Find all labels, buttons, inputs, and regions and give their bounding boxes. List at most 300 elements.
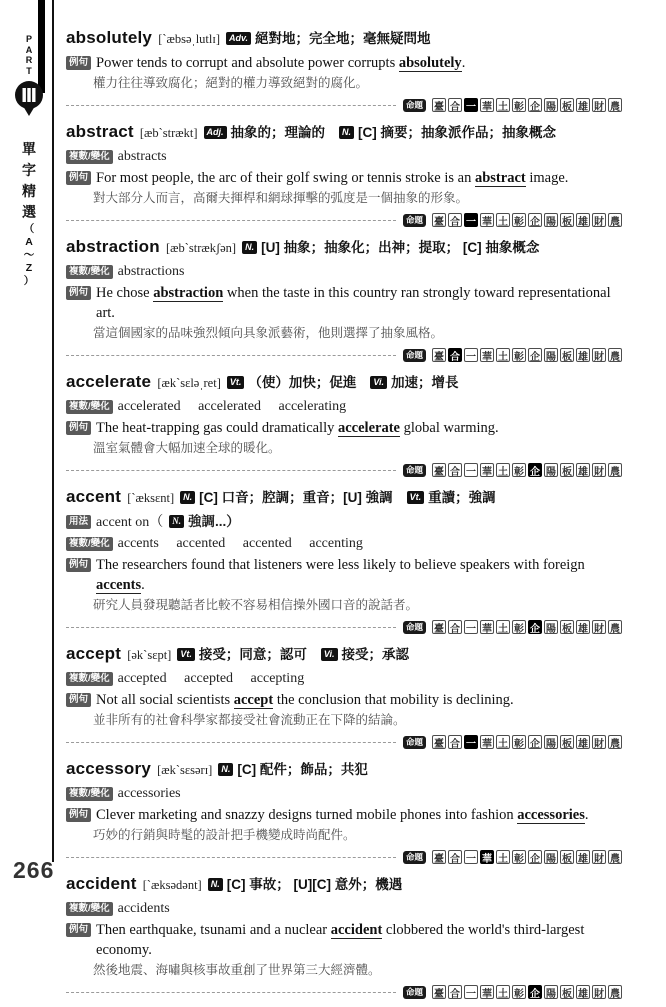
- exam-tag-雄: 雄: [576, 348, 590, 362]
- forms-text: abstractions: [117, 264, 185, 279]
- dictionary-entry: [66, 370, 622, 480]
- senses: [174, 489, 496, 506]
- exam-tag-合: 合: [448, 620, 462, 634]
- example-before: He chose: [96, 285, 154, 301]
- definition: [C] 口音；腔調；重音；[U] 強調: [199, 490, 393, 505]
- pos-badge: Vt.: [177, 648, 195, 661]
- exam-tag-合: 合: [448, 850, 462, 864]
- example-line: [66, 283, 622, 323]
- exam-tag-一: 一: [464, 985, 478, 999]
- exam-tag-雄: 雄: [576, 985, 590, 999]
- headline: [66, 370, 622, 395]
- exam-tag-臺: 臺: [432, 735, 446, 749]
- senses: [202, 876, 402, 893]
- part-letter: R: [25, 55, 33, 65]
- sense: [401, 489, 496, 506]
- sense: [221, 374, 357, 391]
- headline: [66, 757, 622, 782]
- exam-tag-合: 合: [448, 348, 462, 362]
- exam-tag-一: 一: [464, 213, 478, 227]
- exam-tag-boxes: [432, 620, 622, 634]
- exam-tag-boxes: [432, 985, 622, 999]
- exam-tag-農: 農: [608, 735, 622, 749]
- exam-tag-板: 板: [560, 985, 574, 999]
- usage-text: [96, 512, 240, 533]
- example-line: [66, 555, 622, 595]
- headline: [66, 120, 622, 145]
- exam-tag-土: 土: [496, 463, 510, 477]
- example-sentence: [96, 805, 622, 825]
- dictionary-entry: [66, 872, 622, 1002]
- sense: [171, 646, 307, 663]
- exam-tag-合: 合: [448, 98, 462, 112]
- exam-tag-雄: 雄: [576, 213, 590, 227]
- section-title-vertical: [22, 139, 36, 288]
- exam-tag-板: 板: [560, 620, 574, 634]
- sense: [220, 30, 431, 47]
- exam-tag-華: 華: [480, 463, 494, 477]
- exam-tag-臺: 臺: [432, 985, 446, 999]
- exam-tag-農: 農: [608, 620, 622, 634]
- example-label: 例句: [66, 923, 91, 937]
- exam-tag-土: 土: [496, 213, 510, 227]
- example-translation: 當這個國家的品味強烈傾向具象派藝術，他則選擇了抽象風格。: [93, 326, 444, 340]
- pos-badge: N.: [180, 491, 195, 504]
- exam-tag-華: 華: [480, 850, 494, 864]
- headword: accelerate: [66, 372, 152, 391]
- example-line: [66, 168, 622, 188]
- example-label: 例句: [66, 421, 91, 435]
- range-char: ～: [23, 249, 35, 261]
- example-label: 例句: [66, 558, 91, 572]
- forms-text: abstracts: [117, 149, 167, 164]
- exam-tag-企: 企: [528, 735, 542, 749]
- exam-tag-彰: 彰: [512, 213, 526, 227]
- forms-label: 複數/變化: [66, 902, 113, 916]
- exam-tags-label: 命題: [403, 621, 426, 634]
- dashed-separator: [66, 355, 396, 356]
- title-char: 精: [22, 183, 36, 199]
- exam-tag-臺: 臺: [432, 850, 446, 864]
- exam-tag-彰: 彰: [512, 620, 526, 634]
- phonetic: [ækˋsɛsərɪ]: [153, 763, 213, 777]
- exam-tag-一: 一: [464, 98, 478, 112]
- part-letter: A: [25, 44, 33, 55]
- headword: abstract: [66, 122, 134, 141]
- example-sentence: [96, 53, 622, 73]
- exam-tag-彰: 彰: [512, 98, 526, 112]
- example-translation: 巧妙的行銷與時髦的設計把手機變成時尚配件。: [93, 828, 356, 842]
- definition: 加速；增長: [391, 375, 459, 390]
- dashed-separator: [66, 857, 396, 858]
- headline: [66, 235, 622, 260]
- exam-tag-陽: 陽: [544, 620, 558, 634]
- example-line: [66, 53, 622, 73]
- pos-badge: Vi.: [321, 648, 338, 661]
- exam-tag-雄: 雄: [576, 463, 590, 477]
- exam-tag-板: 板: [560, 98, 574, 112]
- example-sentence: [96, 690, 622, 710]
- exam-tag-農: 農: [608, 213, 622, 227]
- exam-tag-財: 財: [592, 463, 606, 477]
- exam-tag-一: 一: [464, 620, 478, 634]
- exam-tag-華: 華: [480, 98, 494, 112]
- exam-tag-臺: 臺: [432, 98, 446, 112]
- exam-tag-彰: 彰: [512, 850, 526, 864]
- example-before: The researchers found that listeners were less likely to believe speakers with foreign: [96, 557, 585, 573]
- forms-label: 複數/變化: [66, 400, 113, 414]
- exam-tag-土: 土: [496, 98, 510, 112]
- sense: [236, 239, 539, 256]
- exam-tag-一: 一: [464, 463, 478, 477]
- exam-tag-陽: 陽: [544, 850, 558, 864]
- dictionary-entry: [66, 642, 622, 752]
- example-before: The heat-trapping gas could dramatically: [96, 420, 338, 436]
- headword: absolutely: [66, 28, 153, 47]
- example-after: .: [461, 55, 466, 71]
- forms-label: 複數/變化: [66, 265, 113, 279]
- exam-tags-label: 命題: [403, 214, 426, 227]
- exam-tag-臺: 臺: [432, 213, 446, 227]
- example-after: the conclusion that mobility is declining.: [273, 692, 514, 708]
- example-before: Not all social scientists: [96, 692, 234, 708]
- example-before: For most people, the arc of their golf swing or tennis stroke is an: [96, 170, 475, 186]
- exam-tag-華: 華: [480, 735, 494, 749]
- example-keyword: accident: [330, 922, 383, 938]
- dashed-separator: [66, 105, 396, 106]
- exam-tag-財: 財: [592, 985, 606, 999]
- exam-tags-label: 命題: [403, 99, 426, 112]
- pos-badge: N.: [208, 878, 223, 891]
- dashed-separator: [66, 470, 396, 471]
- definition: 抽象的；理論的: [230, 125, 326, 140]
- exam-tag-板: 板: [560, 735, 574, 749]
- exam-tag-農: 農: [608, 98, 622, 112]
- title-char: 字: [22, 162, 36, 178]
- pos-badge: Adv.: [226, 32, 251, 45]
- example-keyword: accelerate: [338, 420, 400, 436]
- phonetic: [ˋæksɛnt]: [124, 491, 175, 505]
- definition: [U] 抽象；抽象化；出神；提取； [C] 抽象概念: [261, 240, 540, 255]
- dictionary-entry: [66, 120, 622, 230]
- senses: [221, 374, 459, 391]
- example-keyword: abstract: [474, 170, 526, 186]
- exam-tag-陽: 陽: [544, 213, 558, 227]
- headline: [66, 485, 622, 510]
- example-label: 例句: [66, 693, 91, 707]
- forms-line: [66, 262, 622, 282]
- exam-tag-boxes: [432, 213, 622, 227]
- exam-tag-企: 企: [528, 850, 542, 864]
- part-letter: P: [25, 34, 32, 44]
- exam-tag-板: 板: [560, 213, 574, 227]
- pos-badge: N.: [339, 126, 354, 139]
- exam-tag-合: 合: [448, 213, 462, 227]
- forms-text: accepted accepted accepting: [117, 671, 305, 686]
- exam-tag-合: 合: [448, 463, 462, 477]
- pos-badge: N.: [242, 241, 257, 254]
- example-after: .: [584, 807, 589, 823]
- exam-tag-華: 華: [480, 985, 494, 999]
- headword: accept: [66, 644, 122, 663]
- exam-tag-row: [66, 847, 622, 867]
- exam-tag-彰: 彰: [512, 463, 526, 477]
- exam-tag-臺: 臺: [432, 620, 446, 634]
- sidebar: [8, 34, 50, 288]
- usage-post: 強調...）: [188, 514, 240, 529]
- forms-text: accidents: [117, 901, 170, 916]
- example-keyword: accessories: [517, 807, 585, 823]
- exam-tag-陽: 陽: [544, 98, 558, 112]
- example-after: .: [141, 577, 145, 593]
- example-sentence: [96, 283, 622, 323]
- forms-line: [66, 534, 622, 554]
- exam-tag-企: 企: [528, 98, 542, 112]
- exam-tag-陽: 陽: [544, 985, 558, 999]
- definition: （使）加快；促進: [248, 375, 357, 390]
- forms-text: accents accented accented accenting: [117, 536, 363, 551]
- exam-tag-農: 農: [608, 463, 622, 477]
- example-after: image.: [525, 170, 569, 186]
- example-translation: 權力往往導致腐化；絕對的權力導致絕對的腐化。: [93, 76, 369, 90]
- exam-tag-陽: 陽: [544, 348, 558, 362]
- exam-tag-row: [66, 210, 622, 230]
- pos-badge: N.: [218, 763, 233, 776]
- exam-tag-row: [66, 460, 622, 480]
- exam-tag-農: 農: [608, 348, 622, 362]
- pos-badge: N.: [169, 515, 184, 528]
- exam-tag-土: 土: [496, 620, 510, 634]
- exam-tags-label: 命題: [403, 986, 426, 999]
- sense: [212, 761, 368, 778]
- range-char: Z: [25, 262, 33, 274]
- forms-label: 複數/變化: [66, 672, 113, 686]
- dashed-separator: [66, 742, 396, 743]
- exam-tag-彰: 彰: [512, 985, 526, 999]
- exam-tag-雄: 雄: [576, 98, 590, 112]
- forms-label: 複數/變化: [66, 537, 113, 551]
- exam-tag-華: 華: [480, 213, 494, 227]
- pos-badge: Vt.: [227, 376, 245, 389]
- exam-tags-label: 命題: [403, 736, 426, 749]
- exam-tag-土: 土: [496, 348, 510, 362]
- senses: [236, 239, 539, 256]
- example-translation: 並非所有的社會科學家都接受社會流動正在下降的結論。: [93, 713, 406, 727]
- exam-tag-華: 華: [480, 348, 494, 362]
- forms-text: accelerated accelerated accelerating: [117, 399, 347, 414]
- example-line: [66, 805, 622, 825]
- example-line: [66, 690, 622, 710]
- forms-line: [66, 669, 622, 689]
- headword: abstraction: [66, 237, 160, 256]
- part-pin-icon: [12, 80, 46, 129]
- exam-tag-企: 企: [528, 620, 542, 634]
- exam-tag-土: 土: [496, 985, 510, 999]
- sense: [364, 374, 458, 391]
- exam-tag-合: 合: [448, 985, 462, 999]
- forms-line: [66, 899, 622, 919]
- forms-text: accessories: [117, 786, 181, 801]
- exam-tags-label: 命題: [403, 464, 426, 477]
- example-keyword: accents: [96, 577, 142, 593]
- forms-line: [66, 784, 622, 804]
- exam-tag-row: [66, 95, 622, 115]
- exam-tag-財: 財: [592, 98, 606, 112]
- exam-tag-土: 土: [496, 735, 510, 749]
- exam-tag-boxes: [432, 735, 622, 749]
- example-sentence: [96, 168, 622, 188]
- example-keyword: absolutely: [398, 55, 462, 71]
- headline: [66, 642, 622, 667]
- exam-tag-一: 一: [464, 850, 478, 864]
- exam-tag-財: 財: [592, 213, 606, 227]
- title-char: 選: [22, 204, 36, 220]
- example-before: Power tends to corrupt and absolute power corrupts: [96, 55, 399, 71]
- exam-tag-華: 華: [480, 620, 494, 634]
- exam-tag-財: 財: [592, 620, 606, 634]
- exam-tag-row: [66, 617, 622, 637]
- example-line: [66, 418, 622, 438]
- phonetic: [æbˋstrækʃən]: [162, 241, 237, 255]
- senses: [171, 646, 409, 663]
- exam-tag-boxes: [432, 850, 622, 864]
- example-before: Then earthquake, tsunami and a nuclear: [96, 922, 331, 938]
- definition: [C] 事故； [U][C] 意外；機遇: [226, 877, 403, 892]
- example-sentence: [96, 920, 622, 960]
- example-keyword: accept: [233, 692, 274, 708]
- exam-tag-陽: 陽: [544, 735, 558, 749]
- sense: [315, 646, 409, 663]
- sense: [333, 124, 556, 141]
- definition: 絕對地；完全地；毫無疑問地: [255, 31, 431, 46]
- forms-label: 複數/變化: [66, 787, 113, 801]
- exam-tag-臺: 臺: [432, 348, 446, 362]
- content-divider-rule: [52, 0, 54, 862]
- usage-line: [66, 512, 622, 533]
- exam-tag-土: 土: [496, 850, 510, 864]
- range-char: （: [23, 223, 35, 235]
- exam-tag-農: 農: [608, 850, 622, 864]
- senses: [198, 124, 557, 141]
- senses: [212, 761, 368, 778]
- example-after: when the taste in this country ran strongly toward representational art.: [96, 285, 611, 321]
- definition: 接受；承認: [341, 647, 410, 662]
- dictionary-entry: [66, 235, 622, 365]
- exam-tag-財: 財: [592, 850, 606, 864]
- title-char: 單: [22, 141, 36, 157]
- exam-tag-彰: 彰: [512, 735, 526, 749]
- exam-tag-雄: 雄: [576, 735, 590, 749]
- headword: accent: [66, 487, 122, 506]
- exam-tag-boxes: [432, 463, 622, 477]
- example-keyword: abstraction: [153, 285, 224, 301]
- phonetic: [ˋæksədənt]: [139, 878, 202, 892]
- example-sentence: [96, 555, 622, 595]
- exam-tag-雄: 雄: [576, 620, 590, 634]
- example-label: 例句: [66, 171, 91, 185]
- range-char: A: [25, 236, 33, 248]
- example-label: 例句: [66, 56, 91, 70]
- forms-line: [66, 397, 622, 417]
- pos-badge: Vi.: [370, 376, 387, 389]
- exam-tags-label: 命題: [403, 851, 426, 864]
- example-translation: 研究人員發現聽話者比較不容易相信操外國口音的說話者。: [93, 598, 419, 612]
- exam-tag-boxes: [432, 348, 622, 362]
- example-after: global warming.: [399, 420, 499, 436]
- exam-tag-板: 板: [560, 348, 574, 362]
- exam-tag-企: 企: [528, 985, 542, 999]
- headword: accessory: [66, 759, 151, 778]
- exam-tag-row: [66, 732, 622, 752]
- definition: 重讀；強調: [428, 490, 496, 505]
- entry-list: [66, 26, 622, 1007]
- exam-tag-一: 一: [464, 348, 478, 362]
- exam-tag-雄: 雄: [576, 850, 590, 864]
- part-letter: T: [26, 65, 32, 76]
- senses: [220, 30, 431, 47]
- dashed-separator: [66, 627, 396, 628]
- exam-tag-企: 企: [528, 213, 542, 227]
- exam-tag-陽: 陽: [544, 463, 558, 477]
- part-label: [26, 34, 33, 76]
- example-translation: 對大部分人而言，高爾夫揮桿和網球揮擊的弧度是一個抽象的形象。: [93, 191, 469, 205]
- headline: [66, 872, 622, 897]
- headword: accident: [66, 874, 137, 893]
- exam-tag-財: 財: [592, 348, 606, 362]
- exam-tag-boxes: [432, 98, 622, 112]
- exam-tag-彰: 彰: [512, 348, 526, 362]
- definition: 接受；同意；認可: [198, 647, 307, 662]
- pos-badge: Adj.: [204, 126, 227, 139]
- exam-tag-臺: 臺: [432, 463, 446, 477]
- forms-line: [66, 147, 622, 167]
- example-label: 例句: [66, 286, 91, 300]
- usage-pre: accent on（: [96, 515, 164, 530]
- forms-label: 複數/變化: [66, 150, 113, 164]
- exam-tag-一: 一: [464, 735, 478, 749]
- example-after: clobbered the world's third-largest economy.: [96, 922, 585, 958]
- exam-tag-財: 財: [592, 735, 606, 749]
- example-label: 例句: [66, 808, 91, 822]
- exam-tag-合: 合: [448, 735, 462, 749]
- sense: [174, 489, 392, 506]
- definition: [C] 配件；飾品；共犯: [237, 762, 368, 777]
- exam-tag-row: [66, 982, 622, 1002]
- dictionary-entry: [66, 26, 622, 115]
- definition: [C] 摘要；抽象派作品；抽象概念: [358, 125, 557, 140]
- phonetic: [ˋæbsəˌlutlɪ]: [155, 32, 221, 46]
- page-number: 266: [13, 857, 55, 883]
- dictionary-entry: [66, 485, 622, 637]
- exam-tag-企: 企: [528, 463, 542, 477]
- pos-badge: Vt.: [407, 491, 425, 504]
- example-translation: 然後地震、海嘯與核事故重創了世界第三大經濟體。: [93, 963, 381, 977]
- phonetic: [əkˋsɛpt]: [124, 648, 172, 662]
- exam-tag-農: 農: [608, 985, 622, 999]
- sense: [202, 876, 402, 893]
- phonetic: [æbˋstrækt]: [136, 126, 198, 140]
- example-sentence: [96, 418, 622, 438]
- sense: [198, 124, 326, 141]
- example-translation: 溫室氣體會大幅加速全球的暖化。: [93, 441, 281, 455]
- exam-tag-板: 板: [560, 463, 574, 477]
- exam-tag-row: [66, 345, 622, 365]
- example-line: [66, 920, 622, 960]
- exam-tag-企: 企: [528, 348, 542, 362]
- example-before: Clever marketing and snazzy designs turned mobile phones into fashion: [96, 807, 518, 823]
- dashed-separator: [66, 992, 396, 993]
- phonetic: [ækˋsɛləˌret]: [154, 376, 221, 390]
